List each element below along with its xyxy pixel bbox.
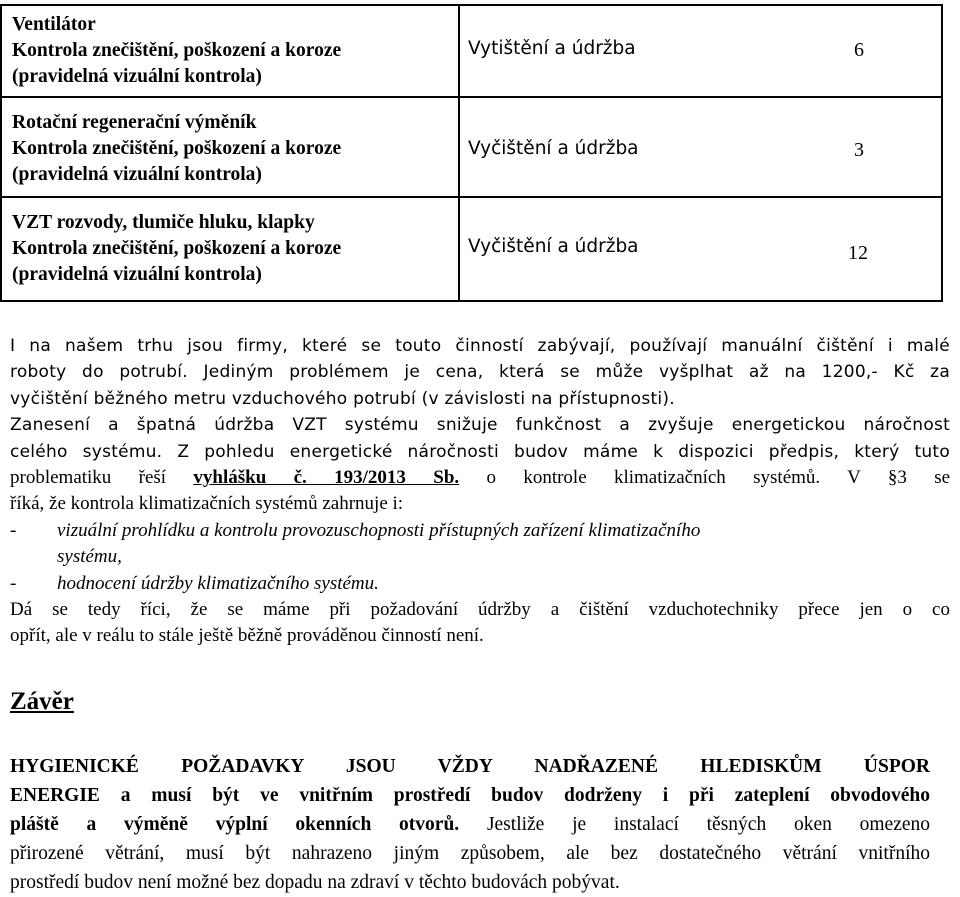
regulation-reference: vyhlášku č. 193/2013 Sb. — [193, 466, 460, 488]
conclusion-text: Jestliže je instalací těsných oken omezeno — [486, 814, 930, 835]
body-line: Dá se tedy říci, že se máme při požadování údržby a čištění vzduchotechniky přece jen o co — [10, 598, 950, 620]
list-item — [10, 518, 950, 544]
component-note: (pravidelná vizuální kontrola) — [12, 66, 262, 87]
conclusion-bold-text: pláště a výměně výplní okenních otvorů. — [10, 814, 460, 835]
operation-label: Vytištění a údržba — [468, 38, 636, 59]
conclusion-paragraph — [10, 752, 930, 897]
conclusion-line: prostředí budov není možné bez dopadu na zdraví v těchto budovách pobývat. — [10, 872, 620, 893]
section-heading: Závěr — [10, 688, 74, 715]
operation-label: Vyčištění a údržba — [468, 138, 639, 159]
list-item-text: systému, — [57, 546, 122, 568]
body-paragraphs — [10, 333, 950, 650]
component-cell — [1, 197, 459, 301]
body-text-span: problematiku řeší — [10, 466, 167, 488]
list-item-continuation — [10, 544, 950, 570]
body-line — [10, 465, 950, 491]
body-line: Zanesení a špatná údržba VZT systému snižuje funkčnost a zvyšuje energetickou náročnost — [10, 415, 950, 436]
list-item-text: vizuální prohlídku a kontrolu provozuschopnosti přístupných zařízení klimatizačního — [57, 519, 701, 541]
table-row — [1, 5, 942, 97]
body-line: I na našem trhu jsou firmy, které se touto činností zabývají, používají manuální čištění i malé — [10, 336, 950, 356]
component-title: VZT rozvody, tlumiče hluku, klapky — [12, 212, 315, 233]
interval-count: 12 — [848, 242, 868, 264]
operation-cell — [459, 197, 942, 301]
dash-bullet: - — [10, 519, 17, 541]
body-line: celého systému. Z pohledu energetické náročnosti budov máme k dispozici předpis, který tuto — [10, 441, 950, 462]
component-desc: Kontrola znečištění, poškození a koroze — [12, 138, 342, 159]
table-row — [1, 97, 942, 197]
body-line: opřít, ale v reálu to stále ještě běžně prováděnou činností není. — [10, 625, 484, 647]
conclusion-line — [10, 810, 930, 839]
body-line: vyčištění běžného metru vzduchového potrubí (v závislosti na přístupnosti). — [10, 388, 675, 409]
body-line: říká, že kontrola klimatizačních systémů zahrnuje i: — [10, 493, 404, 515]
component-desc: Kontrola znečištění, poškození a koroze — [12, 40, 342, 61]
interval-count: 3 — [854, 139, 864, 161]
component-title: Rotační regenerační výměník — [12, 112, 257, 133]
component-title: Ventilátor — [12, 14, 96, 35]
list-item-text: hodnocení údržby klimatizačního systému. — [57, 572, 379, 594]
component-note: (pravidelná vizuální kontrola) — [12, 164, 262, 185]
conclusion-line: HYGIENICKÉ POŽADAVKY JSOU VŽDY NADŘAZENÉ HLEDISKŮM ÚSPOR — [10, 756, 930, 777]
operation-cell — [459, 97, 942, 197]
conclusion-line: ENERGIE a musí být ve vnitřním prostředí budov dodrženy i při zateplení obvodového — [10, 785, 930, 806]
maintenance-table — [0, 4, 943, 302]
table-row — [1, 197, 942, 301]
conclusion-line: přirozené větrání, musí být nahrazeno jiným způsobem, ale bez dostatečného větrání vnitřního — [10, 843, 930, 864]
component-desc: Kontrola znečištění, poškození a koroze — [12, 238, 342, 259]
body-line: roboty do potrubí. Jediným problémem je cena, která se může vyšplhat až na 1200,- Kč za — [10, 362, 950, 383]
operation-cell — [459, 5, 942, 97]
component-note: (pravidelná vizuální kontrola) — [12, 264, 262, 285]
list-item — [10, 571, 950, 597]
dash-bullet: - — [10, 572, 17, 594]
operation-label: Vyčištění a údržba — [468, 236, 639, 257]
component-cell — [1, 5, 459, 97]
interval-count: 6 — [854, 39, 864, 61]
component-cell — [1, 97, 459, 197]
body-text-span: o kontrole klimatizačních systémů. V §3 se — [486, 466, 951, 488]
